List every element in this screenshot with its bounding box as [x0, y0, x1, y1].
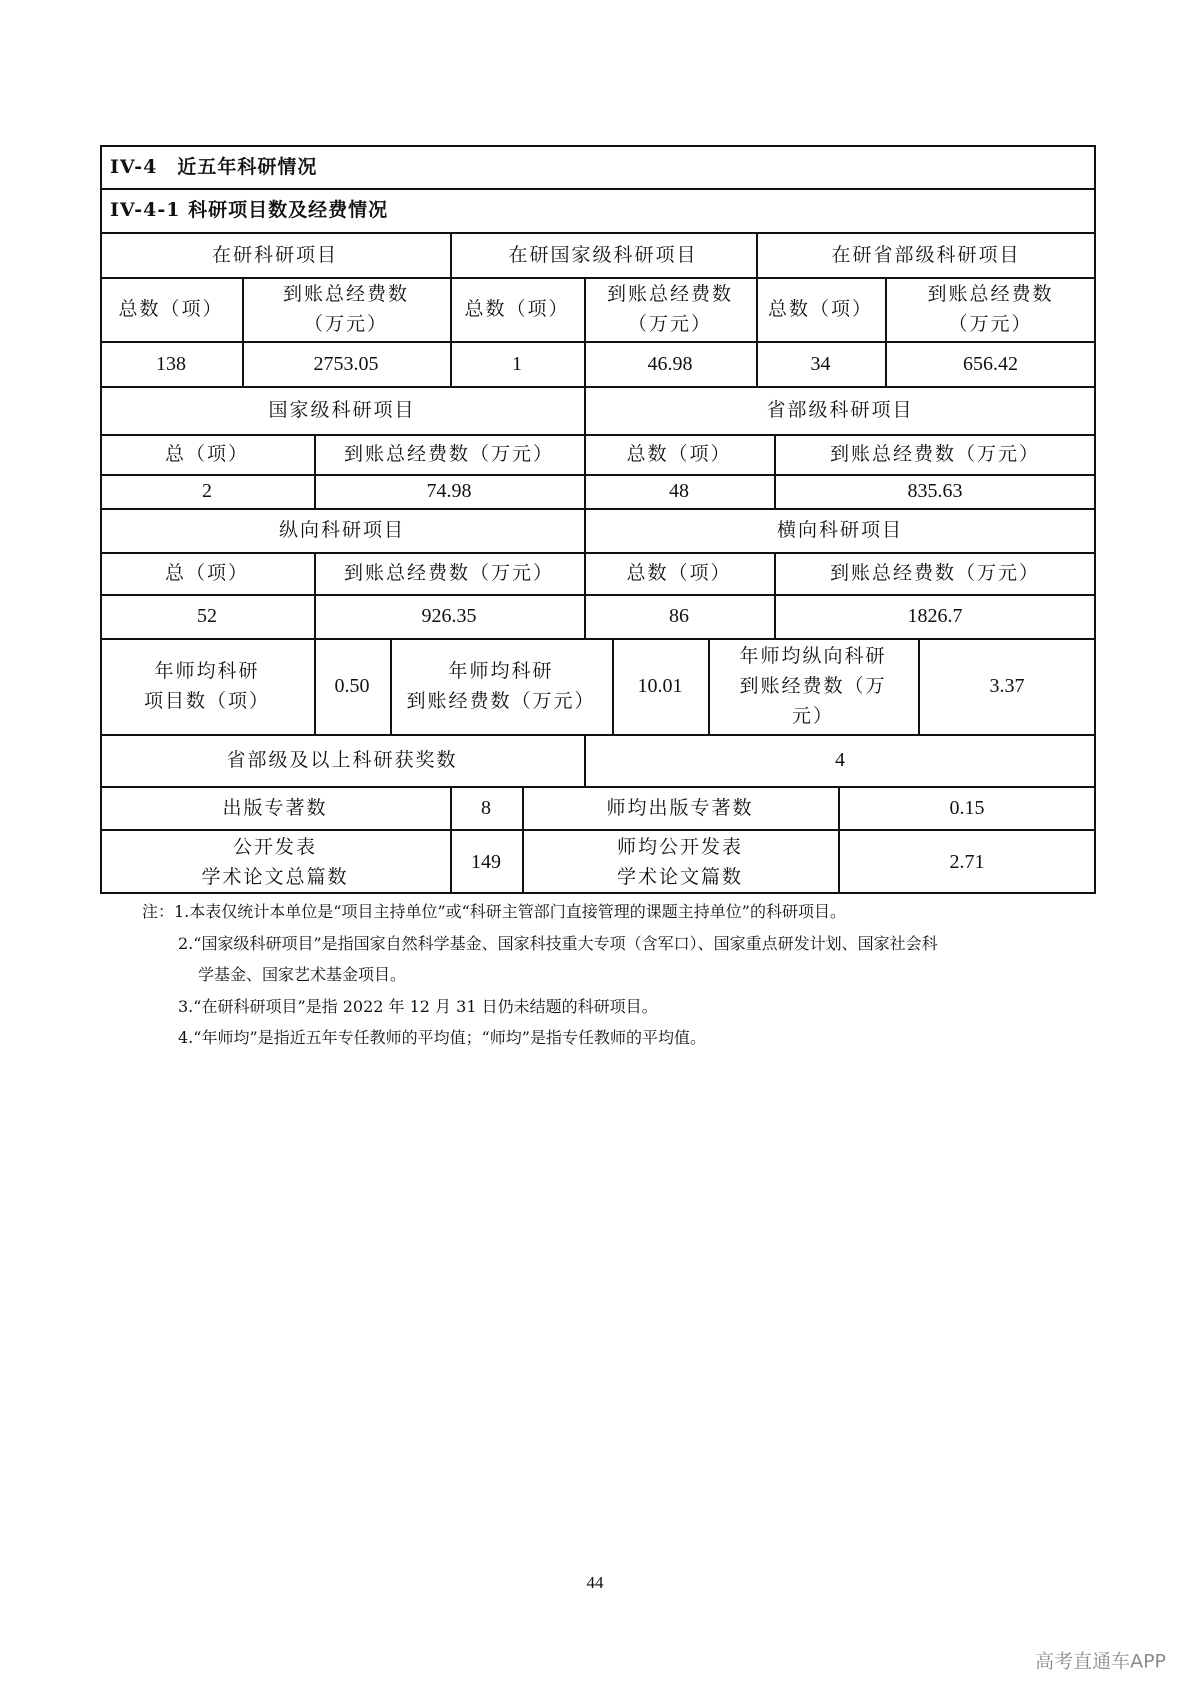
header-horizontal: 横向科研项目	[776, 519, 903, 541]
subheader-funds-line2: （万元）	[627, 313, 712, 335]
subheader-total: 总（项）	[164, 443, 249, 465]
header-active-national: 在研国家级科研项目	[508, 243, 698, 266]
subheader-funds-line1: 到账总经费数	[927, 283, 1054, 305]
header-vertical: 纵向科研项目	[278, 519, 405, 541]
subheader-total: 总数（项）	[626, 562, 732, 584]
value-horizontal-total: 86	[669, 605, 689, 627]
label-avg-vertical-line3: 元）	[791, 705, 834, 727]
label-avg-projects-line1: 年师均科研	[154, 660, 260, 682]
subsection-title: IV-4-1 科研项目数及经费情况	[110, 199, 389, 221]
subheader-funds: 到账总经费数（万元）	[343, 562, 554, 584]
note-2: 2.“国家级科研项目”是指国家自然科学基金、国家科技重大专项（含军口）、国家重点研发计划、国家社会科	[178, 933, 938, 953]
header-national: 国家级科研项目	[268, 399, 416, 421]
header-provincial: 省部级科研项目	[766, 399, 914, 421]
label-awards: 省部级及以上科研获奖数	[226, 749, 458, 771]
label-avg-papers-line2: 学术论文篇数	[616, 865, 743, 888]
value-national-funds: 74.98	[426, 480, 472, 502]
subheader-funds	[584, 277, 756, 341]
watermark: 高考直通车APP	[1035, 1650, 1166, 1673]
label-avg-funds-line1: 年师均科研	[448, 660, 554, 682]
label-avg-vertical-line2: 到账经费数（万	[739, 675, 887, 697]
value-vertical-total: 52	[197, 605, 217, 627]
section-title: IV-4 近五年科研情况	[110, 155, 318, 178]
value-avg-funds: 10.01	[637, 675, 683, 697]
note-3: 3.“在研科研项目”是指 2022 年 12 月 31 日仍未结题的科研项目。	[178, 996, 658, 1016]
subheader-funds-line2: （万元）	[948, 313, 1033, 335]
header-active-provincial: 在研省部级科研项目	[831, 243, 1021, 266]
subheader-funds: 到账总经费数（万元）	[343, 443, 554, 465]
value-awards: 4	[835, 749, 845, 771]
value-vertical-funds: 926.35	[421, 605, 477, 627]
label-avg-funds	[390, 638, 612, 734]
subheader-funds	[885, 277, 1096, 341]
value-active-provincial-funds: 656.42	[963, 352, 1018, 375]
subheader-funds: 到账总经费数（万元）	[829, 443, 1040, 465]
value-avg-books: 0.15	[949, 796, 985, 819]
value-avg-papers: 2.71	[949, 850, 985, 873]
subheader-total: 总数（项）	[767, 298, 873, 320]
label-papers	[100, 829, 450, 894]
label-avg-funds-line2: 到账经费数（万元）	[406, 690, 596, 712]
value-avg-vertical-funds: 3.37	[989, 675, 1025, 697]
value-provincial-total: 48	[669, 480, 689, 502]
subheader-funds-line1: 到账总经费数	[282, 283, 409, 305]
value-national-total: 2	[202, 480, 212, 502]
label-avg-vertical-line1: 年师均纵向科研	[739, 645, 887, 667]
subheader-funds	[242, 277, 450, 341]
note-2-cont: 学基金、国家艺术基金项目。	[198, 965, 407, 984]
subheader-funds: 到账总经费数（万元）	[829, 562, 1040, 584]
label-avg-projects-line2: 项目数（项）	[143, 690, 270, 712]
label-papers-line2: 学术论文总篇数	[201, 865, 349, 888]
label-avg-papers-line1: 师均公开发表	[616, 835, 743, 858]
subheader-total: 总数（项）	[626, 443, 732, 465]
value-books: 8	[481, 796, 491, 819]
note-4: 4.“年师均”是指近五年专任教师的平均值；“师均”是指专任教师的平均值。	[178, 1028, 706, 1047]
value-provincial-funds: 835.63	[907, 480, 963, 502]
subheader-funds-line2: （万元）	[303, 313, 388, 335]
label-avg-projects	[100, 638, 314, 734]
value-active-provincial-total: 34	[810, 352, 831, 375]
value-active-national-funds: 46.98	[647, 352, 693, 375]
value-active-funds: 2753.05	[313, 352, 379, 375]
label-papers-line1: 公开发表	[232, 835, 317, 858]
value-avg-projects: 0.50	[334, 675, 370, 697]
subheader-total: 总数（项）	[464, 298, 570, 320]
label-books: 出版专著数	[222, 796, 328, 819]
value-horizontal-funds: 1826.7	[907, 605, 963, 627]
subheader-funds-line1: 到账总经费数	[606, 283, 733, 305]
subheader-total: 总数（项）	[118, 298, 224, 320]
table-notes	[142, 896, 1082, 1054]
page-number: 44	[586, 1573, 604, 1592]
subheader-total: 总（项）	[164, 562, 249, 584]
label-avg-vertical-funds	[708, 638, 918, 734]
label-avg-books: 师均出版专著数	[606, 796, 754, 819]
value-active-national-total: 1	[512, 352, 522, 375]
value-active-total: 138	[156, 352, 186, 375]
header-active-projects: 在研科研项目	[211, 243, 338, 266]
note-1: 注：1.本表仅统计本单位是“项目主持单位”或“科研主管部门直接管理的课题主持单位”的科研项目。	[142, 902, 846, 921]
value-papers: 149	[471, 850, 501, 873]
label-avg-papers	[522, 829, 838, 894]
